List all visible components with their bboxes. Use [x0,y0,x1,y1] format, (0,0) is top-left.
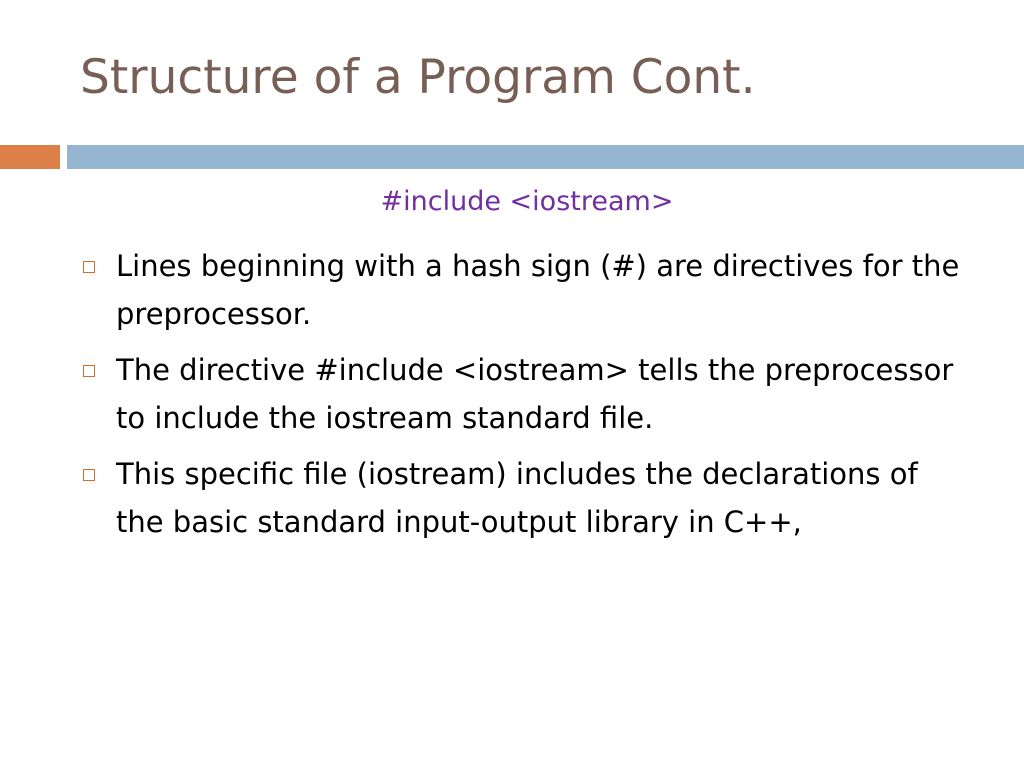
hollow-square-bullet-icon [83,469,95,481]
slide-title: Structure of a Program Cont. [80,50,756,105]
hollow-square-bullet-icon [83,365,95,377]
bullet-list [82,242,962,554]
bullet-text: Lines beginning with a hash sign (#) are directives for the preprocessor. [116,249,960,331]
list-item [82,450,962,546]
list-item [82,242,962,338]
list-item [82,346,962,442]
bullet-text: This specific file (iostream) includes the declarations of the basic standard input-output library in C++, [116,457,918,539]
bullet-text: The directive #include <iostream> tells the preprocessor to include the iostream standard file. [116,353,954,435]
header-rule-bar [67,145,1024,169]
accent-bar-orange [0,145,60,169]
hollow-square-bullet-icon [83,261,95,273]
code-line-include: #include <iostream> [380,186,674,217]
